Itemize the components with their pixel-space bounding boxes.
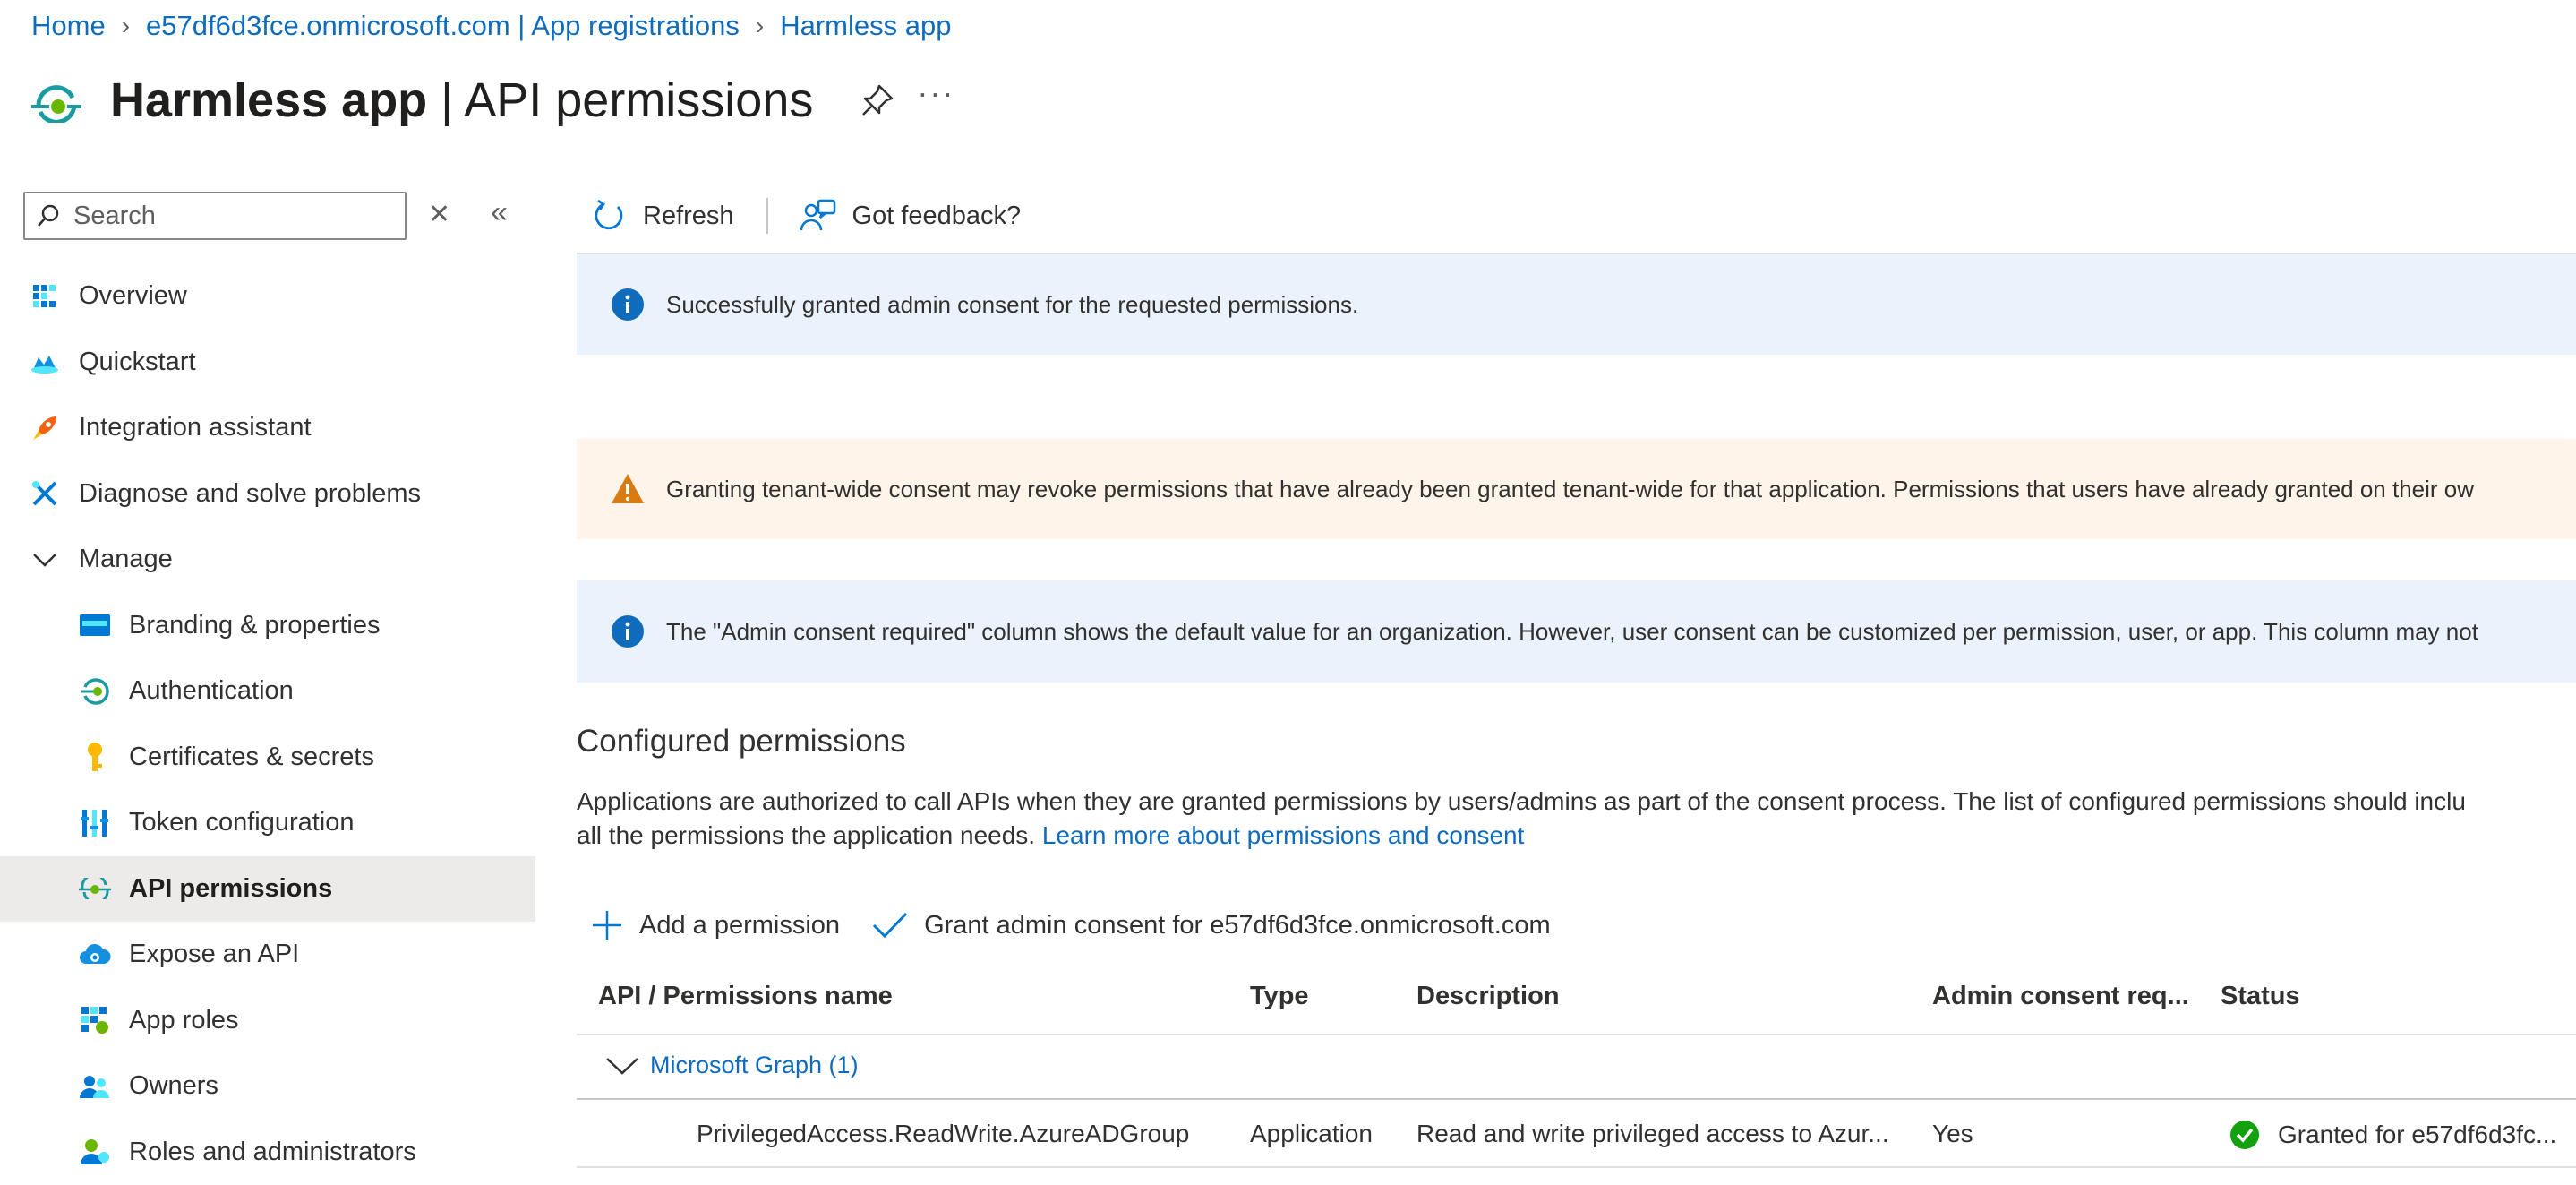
info-icon bbox=[611, 288, 645, 322]
sidebar-item-certificates[interactable] bbox=[0, 725, 535, 791]
column-header-description[interactable]: Description bbox=[1416, 982, 1560, 1011]
sidebar-item-label: Owners bbox=[129, 1071, 218, 1101]
key-icon bbox=[79, 741, 111, 773]
sidebar-item-owners[interactable] bbox=[0, 1053, 535, 1120]
api-group-row[interactable] bbox=[605, 1052, 859, 1079]
configured-permissions-description bbox=[577, 785, 2576, 853]
rocket-icon bbox=[29, 412, 61, 444]
sidebar-item-authentication[interactable] bbox=[0, 658, 535, 725]
grant-admin-consent-label: Grant admin consent for e57df6d3fce.onmicrosoft.com bbox=[924, 911, 1551, 940]
feedback-label: Got feedback? bbox=[852, 202, 1022, 231]
sidebar-group-manage[interactable] bbox=[0, 527, 535, 593]
branding-icon bbox=[79, 609, 111, 641]
api-group-label[interactable]: Microsoft Graph (1) bbox=[650, 1052, 859, 1079]
breadcrumb-home-link[interactable]: Home bbox=[31, 10, 106, 42]
refresh-button[interactable] bbox=[591, 198, 734, 234]
warning-banner-text: Granting tenant-wide consent may revoke permissions that have already been granted tenant-wide for that application. Permissions that users have already granted on their ow bbox=[666, 476, 2474, 503]
feedback-button[interactable] bbox=[799, 198, 1022, 234]
column-header-status[interactable]: Status bbox=[2221, 982, 2300, 1011]
sidebar-search[interactable] bbox=[23, 192, 407, 240]
learn-more-link[interactable]: Learn more about permissions and consent bbox=[1042, 821, 1525, 849]
description-line-1: Applications are authorized to call APIs when they are granted permissions by users/admins as part of the consent process. The list of configured permissions should inclu bbox=[577, 785, 2576, 819]
permission-admin-consent: Yes bbox=[1932, 1120, 1973, 1148]
add-permission-label: Add a permission bbox=[639, 911, 840, 940]
feedback-person-icon bbox=[799, 198, 836, 234]
column-header-admin-consent[interactable]: Admin consent req... bbox=[1932, 982, 2189, 1011]
description-line-2-text: all the permissions the application needs. bbox=[577, 821, 1042, 849]
success-banner bbox=[577, 254, 2576, 355]
command-bar bbox=[591, 192, 1021, 240]
sidebar-item-expose-api[interactable] bbox=[0, 922, 535, 988]
tools-icon bbox=[29, 477, 61, 510]
sidebar-item-label: Overview bbox=[79, 281, 187, 311]
sidebar-item-token-configuration[interactable] bbox=[0, 790, 535, 856]
sidebar-item-label: Token configuration bbox=[129, 808, 355, 837]
permission-status-text: Granted for e57df6d3fc... bbox=[2278, 1121, 2556, 1149]
sidebar-item-diagnose[interactable] bbox=[0, 461, 535, 528]
sidebar-item-overview[interactable] bbox=[0, 263, 535, 330]
warning-icon bbox=[611, 472, 645, 506]
clear-search-icon[interactable]: ✕ bbox=[428, 199, 450, 230]
sidebar-item-label: Integration assistant bbox=[79, 413, 312, 442]
chevron-down-icon bbox=[605, 1055, 639, 1077]
search-icon bbox=[36, 203, 61, 228]
permission-name-link[interactable]: PrivilegedAccess.ReadWrite.AzureADGroup bbox=[697, 1120, 1189, 1148]
roles-icon bbox=[79, 1136, 111, 1168]
overview-grid-icon bbox=[29, 280, 61, 313]
pin-icon[interactable] bbox=[860, 82, 895, 118]
granted-check-icon bbox=[2229, 1120, 2260, 1150]
breadcrumb-chevron-icon: › bbox=[122, 12, 130, 40]
more-options-icon[interactable]: ··· bbox=[917, 74, 954, 112]
page-title: Harmless app | API permissions bbox=[110, 73, 813, 128]
permission-description: Read and write privileged access to Azur... bbox=[1416, 1120, 1889, 1148]
sidebar-item-api-permissions[interactable] bbox=[0, 856, 535, 923]
api-permission-icon bbox=[31, 78, 83, 123]
admin-consent-info-banner bbox=[577, 580, 2576, 683]
sidebar-item-label: Diagnose and solve problems bbox=[79, 479, 421, 509]
sidebar-item-integration-assistant[interactable] bbox=[0, 395, 535, 461]
permission-type: Application bbox=[1250, 1120, 1373, 1148]
sidebar-item-label: Roles and administrators bbox=[129, 1138, 416, 1167]
auth-icon bbox=[79, 675, 111, 708]
app-roles-grid-icon bbox=[79, 1004, 111, 1036]
group-row-divider bbox=[577, 1098, 2576, 1100]
cloud-api-icon bbox=[79, 939, 111, 971]
breadcrumb-app-link[interactable]: Harmless app bbox=[780, 10, 951, 42]
sidebar-item-label: Expose an API bbox=[129, 940, 299, 969]
column-header-name[interactable]: API / Permissions name bbox=[598, 982, 893, 1011]
api-permission-icon bbox=[79, 872, 111, 905]
checkmark-icon bbox=[872, 911, 908, 940]
sidebar-item-label: Authentication bbox=[129, 676, 294, 706]
sidebar-item-label: Certificates & secrets bbox=[129, 743, 374, 772]
sidebar-item-app-roles[interactable] bbox=[0, 988, 535, 1054]
grant-admin-consent-button[interactable] bbox=[872, 911, 1551, 940]
info-icon bbox=[611, 614, 645, 648]
sidebar-item-label: API permissions bbox=[129, 874, 332, 904]
collapse-sidebar-icon[interactable]: « bbox=[491, 195, 508, 230]
permissions-actions bbox=[591, 903, 1583, 948]
sidebar-nav bbox=[0, 263, 535, 1185]
chevron-down-icon bbox=[29, 544, 61, 576]
table-header-divider bbox=[577, 1034, 2576, 1035]
page-header bbox=[31, 64, 954, 136]
refresh-label: Refresh bbox=[643, 202, 734, 231]
refresh-icon bbox=[591, 198, 627, 234]
search-input[interactable] bbox=[72, 201, 398, 232]
success-banner-text: Successfully granted admin consent for the requested permissions. bbox=[666, 291, 1358, 319]
sidebar-item-label: App roles bbox=[129, 1006, 239, 1035]
permission-status bbox=[2229, 1120, 2556, 1150]
cloud-quickstart-icon bbox=[29, 346, 61, 378]
sidebar-item-label: Branding & properties bbox=[129, 611, 381, 640]
token-bars-icon bbox=[79, 807, 111, 839]
owners-icon bbox=[79, 1070, 111, 1103]
admin-consent-info-text: The "Admin consent required" column shows the default value for an organization. However, user consent can be customized per permission, user, or app. This column may not bbox=[666, 618, 2478, 646]
description-line-2 bbox=[577, 819, 2576, 853]
add-permission-button[interactable] bbox=[591, 909, 840, 941]
table-row-divider bbox=[577, 1166, 2576, 1168]
sidebar-item-label: Quickstart bbox=[79, 348, 196, 377]
column-header-type[interactable]: Type bbox=[1250, 982, 1309, 1011]
sidebar-item-quickstart[interactable] bbox=[0, 330, 535, 396]
warning-banner bbox=[577, 439, 2576, 539]
sidebar-item-label: Manage bbox=[79, 545, 173, 574]
toolbar-divider bbox=[766, 198, 768, 234]
sidebar-item-branding[interactable] bbox=[0, 593, 535, 659]
breadcrumb-chevron-icon: › bbox=[756, 12, 764, 40]
plus-icon bbox=[591, 909, 623, 941]
configured-permissions-title: Configured permissions bbox=[577, 724, 906, 760]
breadcrumb-tenant-link[interactable]: e57df6d3fce.onmicrosoft.com | App registrations bbox=[146, 10, 740, 42]
breadcrumb bbox=[31, 7, 951, 45]
